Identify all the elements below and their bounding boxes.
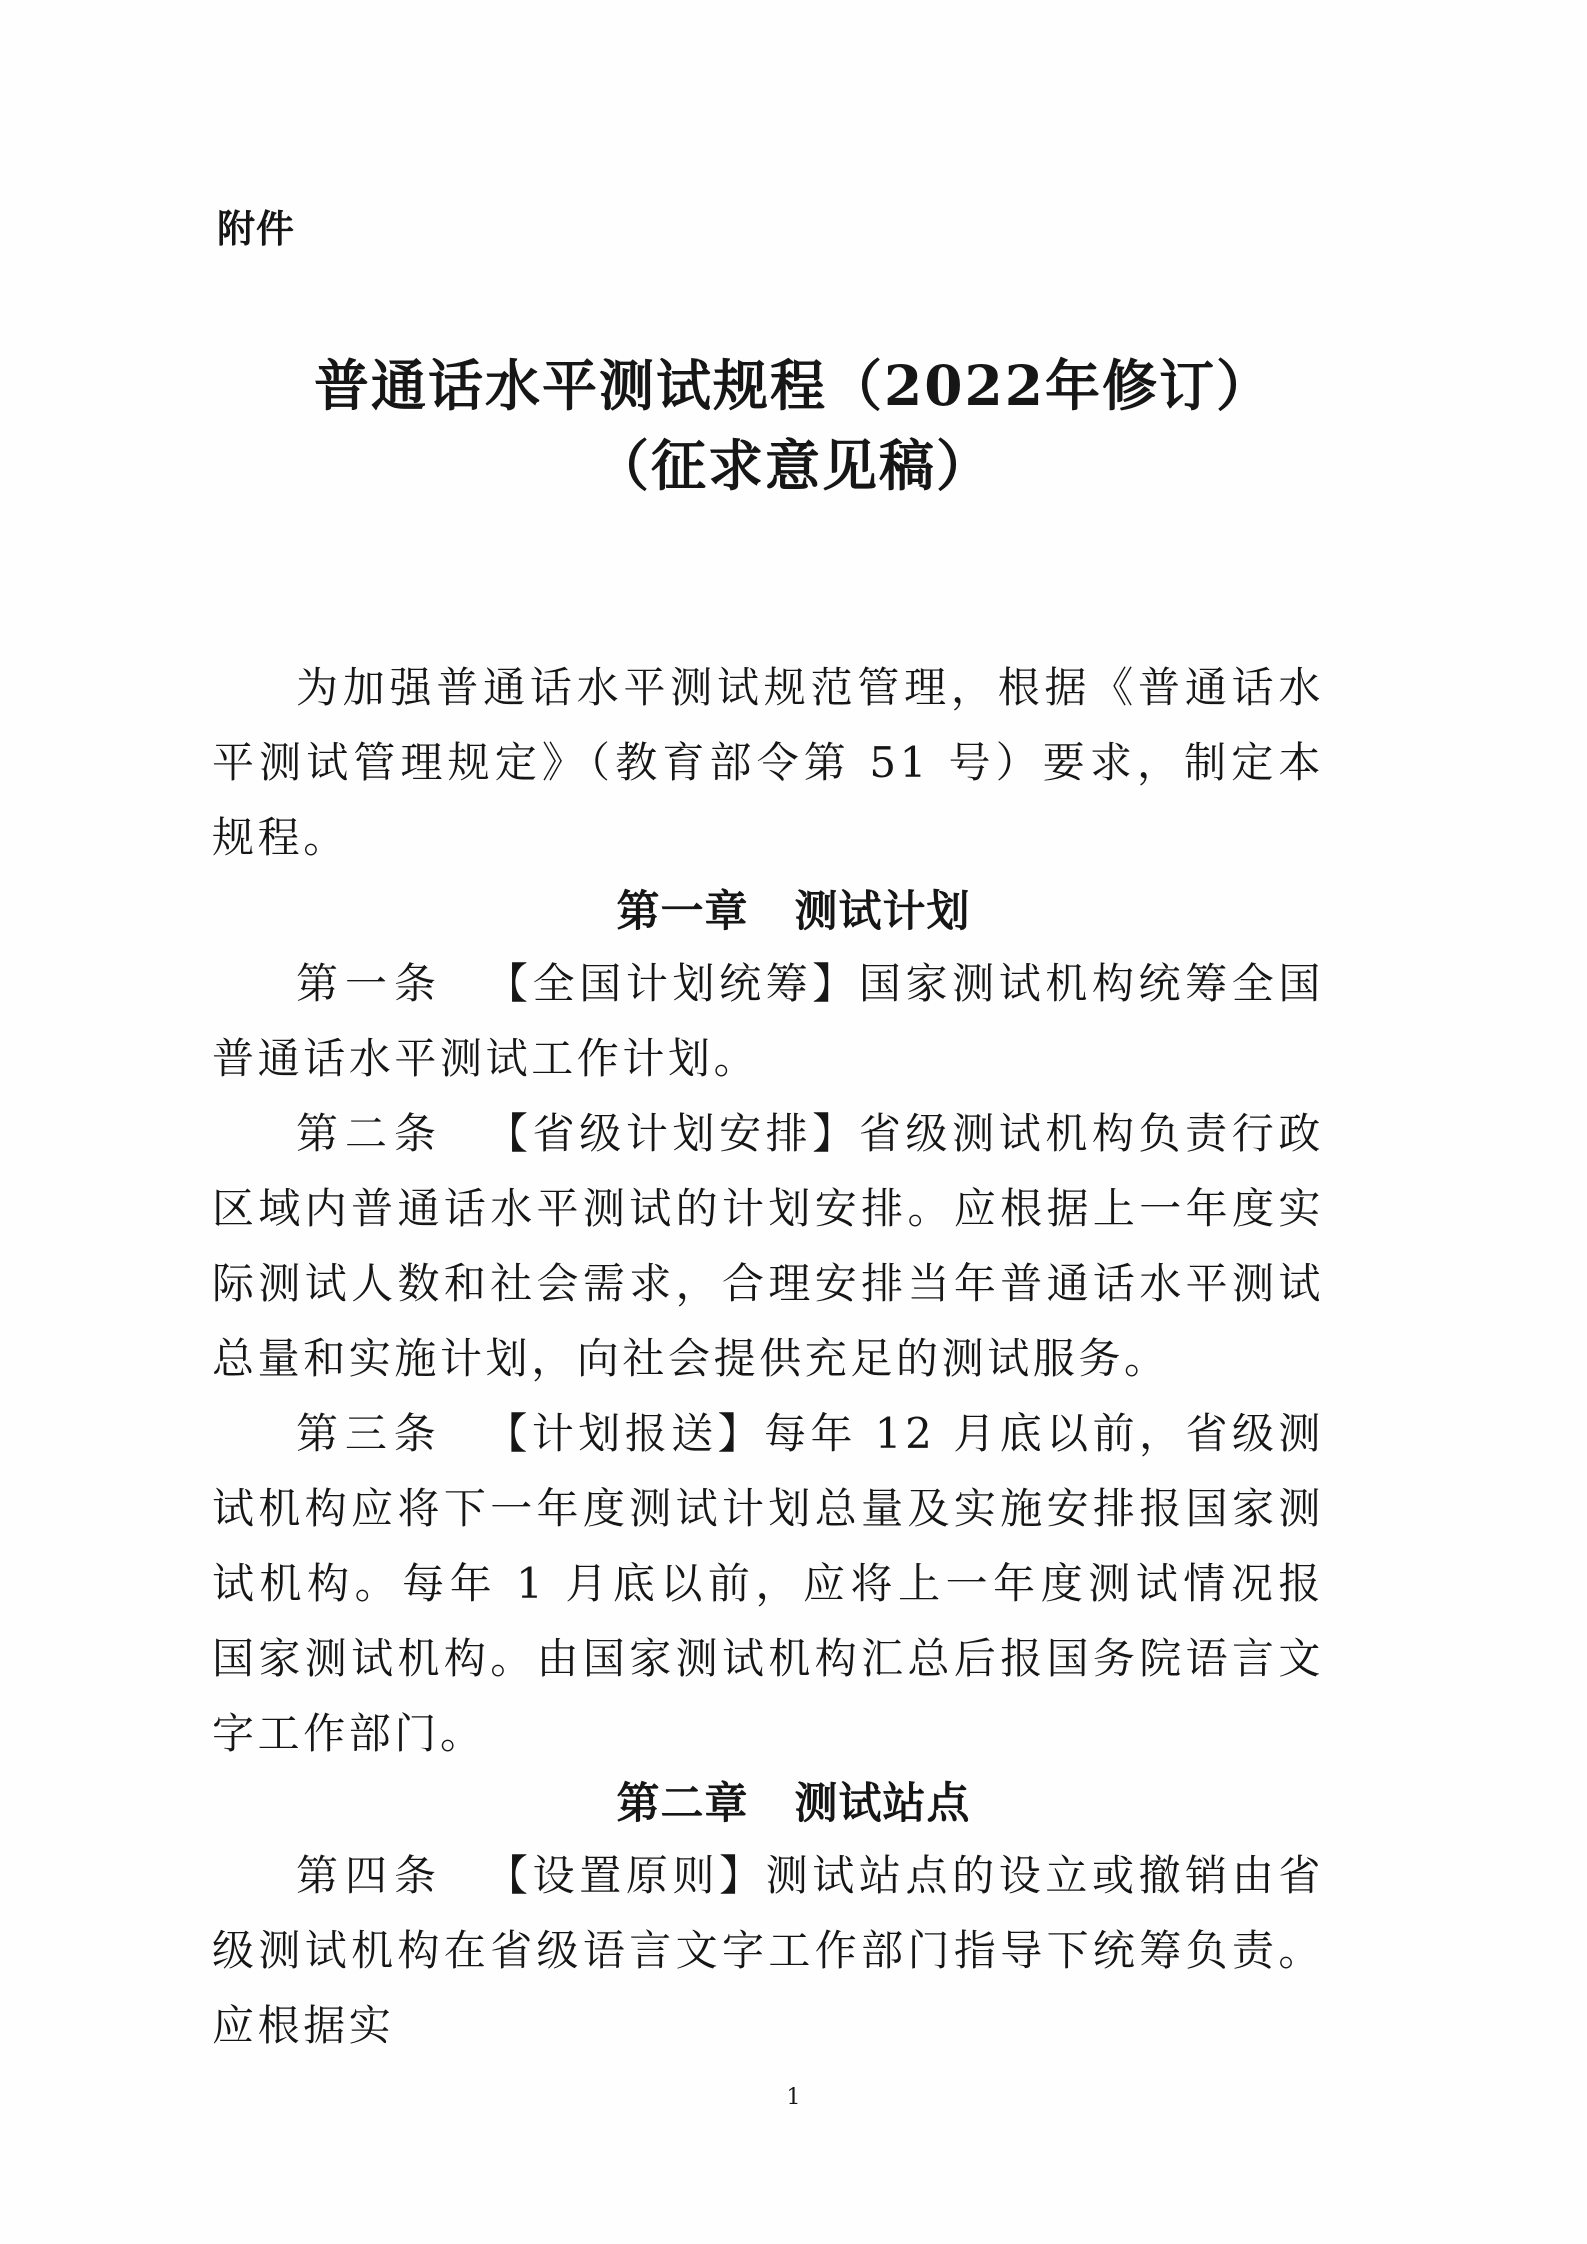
article-3-text: 每年 12 月底以前，省级测试机构应将下一年度测试计划总量及实施安排报国家测试机构。每年 1 月底以前，应将上一年度测试情况报国家测试机构。由国家测试机构汇总后报国务院语言文字工作部门。 [212, 1409, 1324, 1758]
article-4-number: 第四条 [296, 1851, 444, 1900]
article-4-text: 测试站点的设立或撤销由省级测试机构在省级语言文字工作部门指导下统筹负责。应根据实 [212, 1851, 1324, 2050]
article-4-heading: 【设置原则】 [485, 1851, 766, 1900]
article-2-paragraph [212, 1096, 1324, 1396]
chapter-1-title: 测试计划 [794, 887, 971, 937]
article-1-number: 第一条 [296, 959, 444, 1008]
preamble-paragraph: 为加强普通话水平测试规范管理，根据《普通话水平测试管理规定》（教育部令第 51 号）要求，制定本规程。 [212, 663, 1324, 862]
chapter-2-number: 第二章 [616, 1779, 749, 1829]
article-4-paragraph [212, 1838, 1324, 2063]
article-3-number: 第三条 [296, 1409, 443, 1458]
article-2-heading: 【省级计划安排】 [485, 1109, 859, 1158]
attachment-label: 附件 [217, 207, 296, 251]
article-3-paragraph [212, 1396, 1324, 1771]
article-1-text: 国家测试机构统筹全国普通话水平测试工作计划。 [212, 959, 1324, 1083]
chapter-2-heading [0, 1770, 1587, 1831]
article-2-text: 省级测试机构负责行政区域内普通话水平测试的计划安排。应根据上一年度实际测试人数和社会需求，合理安排当年普通话水平测试总量和实施计划，向社会提供充足的测试服务。 [212, 1109, 1324, 1383]
document-title: 普通话水平测试规程（2022年修订） [313, 353, 1274, 418]
article-3-heading: 【计划报送】 [484, 1409, 765, 1458]
document-subtitle: （征求意见稿） [593, 433, 993, 498]
chapter-1-heading [0, 878, 1587, 939]
article-1-paragraph [212, 946, 1324, 1096]
chapter-2-title: 测试站点 [794, 1779, 971, 1829]
chapter-1-number: 第一章 [616, 887, 749, 937]
page-number: 1 [786, 2085, 801, 2110]
article-1-heading: 【全国计划统筹】 [485, 959, 859, 1008]
article-2-number: 第二条 [296, 1109, 444, 1158]
